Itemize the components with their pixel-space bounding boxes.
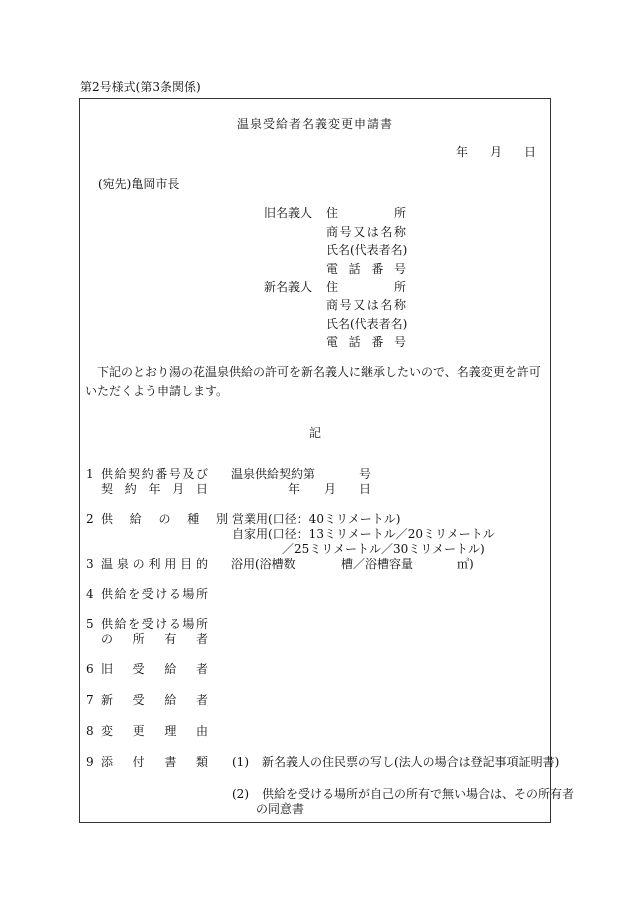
item-2-private-use: 自家用(口径：13ミリメートル／20ミリメートル [232, 527, 495, 541]
new-holder-address-label: 住所 [326, 280, 406, 294]
item-1-label-line1: 供給契約番号及び [101, 467, 208, 481]
new-holder-label: 新名義人 [264, 280, 313, 294]
item-2-label: 供給の種別 [101, 512, 228, 526]
item-1-date-month: 月 [324, 482, 337, 496]
attachment-1-mark: (1) [232, 755, 249, 769]
item-1-date-year: 年 [288, 482, 301, 496]
attachment-1-text: 新名義人の住民票の写し(法人の場合は登記事項証明書) [262, 755, 560, 769]
item-7-label: 新受給者 [101, 693, 208, 707]
item-6-label: 旧受給者 [101, 662, 208, 676]
date-day-label: 日 [524, 145, 537, 159]
form-number: 第2号様式(第3条関係) [80, 80, 201, 94]
item-5-label-line1: 供給を受ける場所 [101, 617, 208, 631]
date-month-label: 月 [490, 145, 503, 159]
item-1-contract-suffix: 号 [359, 467, 372, 481]
item-5-label-line2: の所有者 [101, 632, 208, 646]
item-3-bath-count: 浴用(浴槽数 [231, 557, 296, 571]
old-holder-label: 旧名義人 [264, 206, 313, 220]
item-5-number: 5 [86, 617, 94, 631]
request-text: 下記のとおり湯の花温泉供給の許可を新名義人に継承したいので、名義変更を許可いただくよう申請します。 [85, 365, 541, 398]
attachment-2-text: 供給を受ける場所が自己の所有で無い場合は、その所有者の同意書 [256, 787, 575, 816]
item-2-private-use-cont: ／25ミリメートル／30ミリメートル) [282, 542, 485, 556]
old-holder-representative-label: 氏名(代表者名) [326, 243, 408, 257]
item-7-number: 7 [86, 693, 94, 707]
item-2-commercial-use: 営業用(口径：40ミリメートル) [232, 512, 401, 526]
item-1-number: 1 [86, 467, 94, 481]
item-9-number: 9 [86, 755, 94, 769]
form-title: 温泉受給者名義変更申請書 [236, 117, 393, 131]
item-3-number: 3 [86, 557, 94, 571]
addressee: (宛先)亀岡市長 [98, 177, 180, 191]
item-2-number: 2 [86, 512, 94, 526]
new-holder-name-label: 商号又は名称 [326, 298, 406, 312]
date-year-label: 年 [456, 145, 469, 159]
old-holder-name-label: 商号又は名称 [326, 225, 406, 239]
form-frame [79, 98, 551, 823]
item-1-date-day: 日 [359, 482, 372, 496]
item-1-contract-prefix: 温泉供給契約第 [231, 467, 316, 481]
old-holder-phone-label: 電話番号 [326, 262, 406, 276]
item-3-label: 温泉の利用目的 [101, 557, 208, 571]
item-1-label-line2: 契約年月日 [101, 482, 208, 496]
new-holder-phone-label: 電話番号 [326, 335, 406, 349]
item-4-label: 供給を受ける場所 [101, 587, 208, 601]
ki-heading: 記 [308, 426, 321, 440]
old-holder-address-label: 住所 [326, 206, 406, 220]
item-6-number: 6 [86, 662, 94, 676]
item-3-unit: ㎥) [457, 557, 474, 571]
item-4-number: 4 [86, 587, 94, 601]
item-8-number: 8 [86, 724, 94, 738]
item-8-label: 変更理由 [101, 724, 208, 738]
item-9-label: 添付書類 [101, 755, 208, 769]
attachment-2-mark: (2) [232, 787, 249, 801]
item-3-bath-capacity: 槽／浴槽容量 [341, 557, 414, 571]
new-holder-representative-label: 氏名(代表者名) [326, 317, 408, 331]
